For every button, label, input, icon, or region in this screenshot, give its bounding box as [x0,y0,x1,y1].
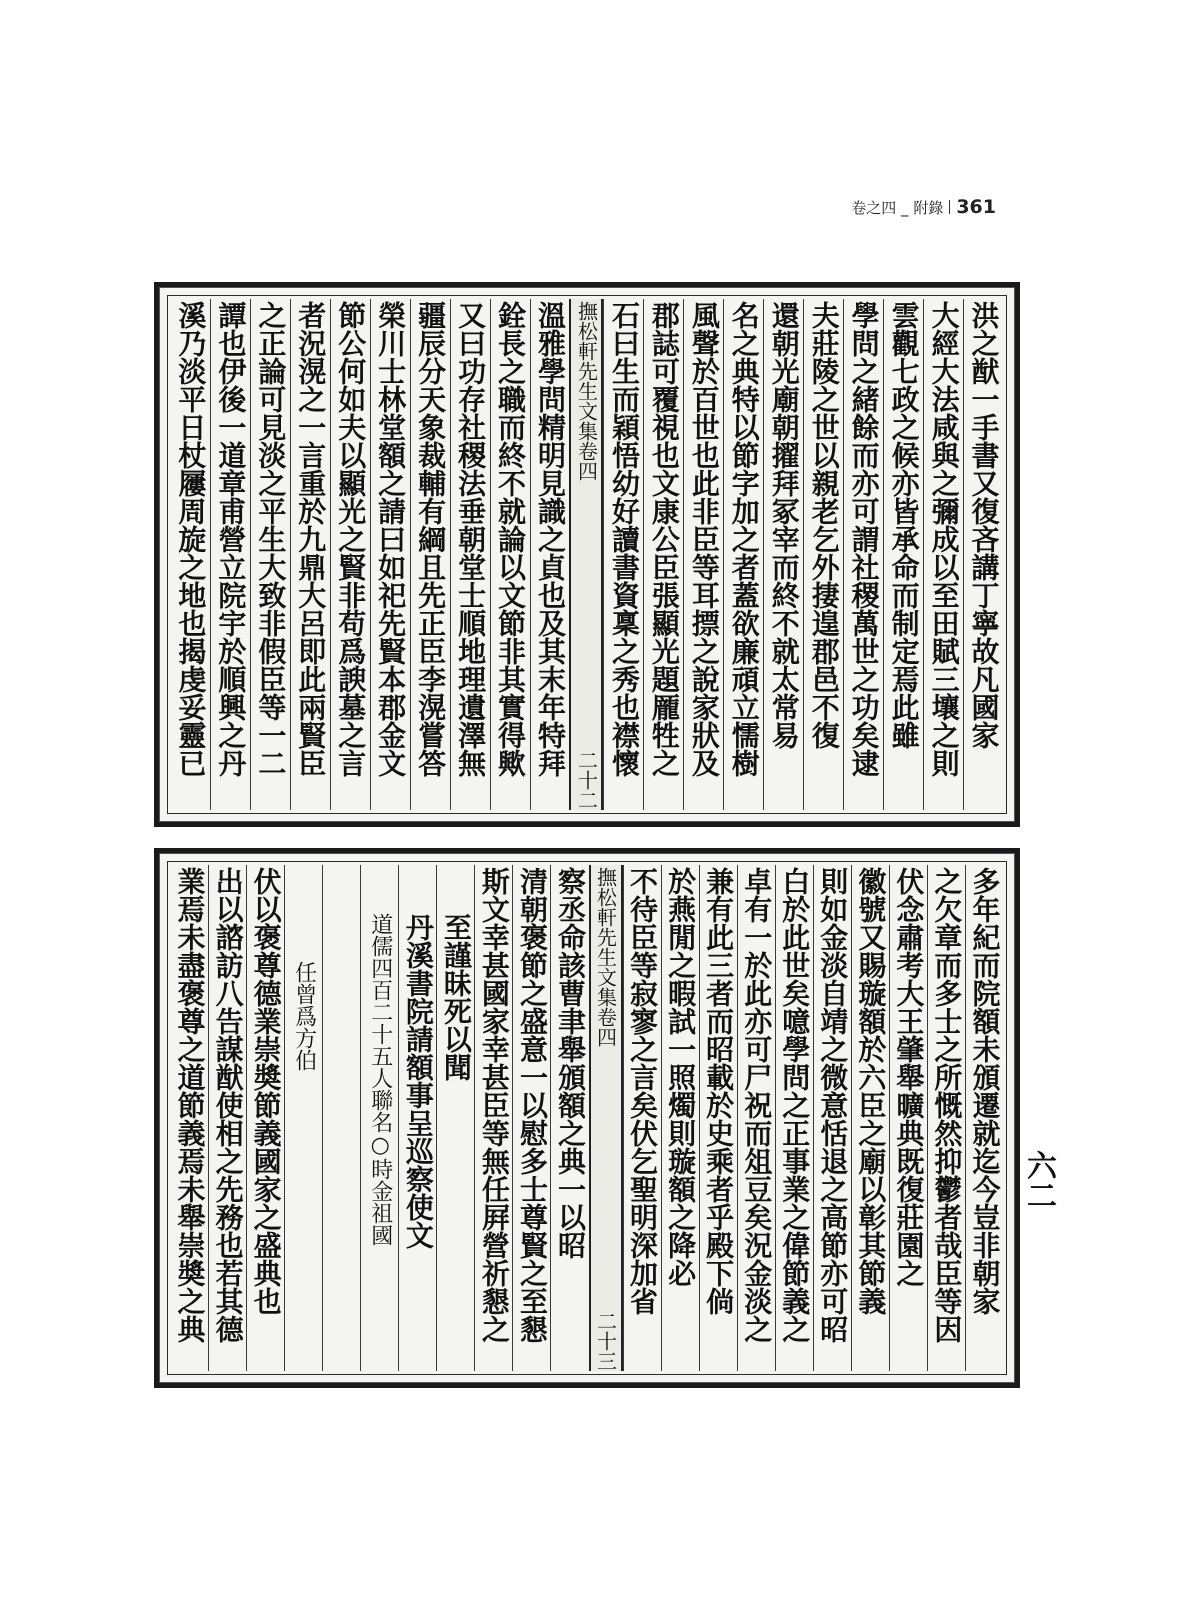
text-column: 者況滉之一言重於九鼎大呂即此兩賢臣 [290,299,330,810]
fold-center-column [589,865,623,1371]
text-column: 出以諮訪八告謀猷使相之先務也若其德 [208,865,246,1371]
running-head-divider [949,200,950,214]
text-column: 卓有一於此亦可尸祝而俎豆矣況金淡之 [737,865,775,1371]
text-column: 大經大法咸與之彌成以至田賦三壤之則 [923,299,963,810]
text-column: 之正論可見淡之平生大致非假臣等一二 [250,299,290,810]
text-column: 白於此世矣噫學問之正事業之偉節義之 [775,865,813,1371]
text-column: 節公何如夫以顯光之賢非苟爲諛墓之言 [330,299,370,810]
text-column: 譚也伊後一道章甫營立院宇於順興之丹 [210,299,250,810]
page-number: 361 [956,196,996,218]
text-column: 兼有此三者而昭載於史乘者乎殿下倘 [699,865,737,1371]
text-column: 清朝褒節之盛意一以慰多士尊賢之至懇 [512,865,550,1371]
text-column: 榮川士林堂額之請曰如祀先賢本郡金文 [370,299,410,810]
text-column: 學問之緒餘而亦可謂社稷萬世之功矣逮 [843,299,883,810]
text-column: 不待臣等寂寥之言矣伏乞聖明深加省 [623,865,661,1371]
text-column: 徽號又賜璇額於六臣之廟以彰其節義 [851,865,889,1371]
text-column: 風聲於百世也此非臣等耳摽之說家狀及 [683,299,723,810]
text-column: 察丞命該曹聿舉頒額之典一以昭 [550,865,588,1371]
text-column: 溫雅學問精明見識之貞也及其末年特拜 [530,299,570,810]
upper-text-columns [171,299,1003,810]
running-head-title: 卷之四 _ 附錄 [851,198,944,217]
lower-text-columns [171,865,1003,1371]
text-column: 多年紀而院額未頒遷就迄今豈非朝家 [965,865,1003,1371]
text-column: 郡誌可覆視也文康公臣張顯光題龎牲之 [643,299,683,810]
text-column: 伏以褒尊德業崇奬節義國家之盛典也 [246,865,284,1371]
text-column: 之欠章而多士之所慨然抑鬱者哉臣等因 [927,865,965,1371]
fold-leaf-number: 二十三 [593,1311,618,1371]
fold-title: 撫松軒先生文集卷四 [593,867,618,1047]
text-column: 洪之猷一手書又復吝講丁寧故凡國家 [963,299,1003,810]
text-column: 銓長之職而終不就論以文節非其實得歟 [490,299,530,810]
fold-title: 撫松軒先生文集卷四 [574,301,599,481]
text-column-document-title: 丹溪書院請額事呈巡察使文 [398,865,436,1371]
text-column: 雲觀七政之候亦皆承命而制定焉此雖 [883,299,923,810]
text-column: 又曰功存社稷法垂朝堂士順地理遺澤無 [450,299,490,810]
text-column: 名之典特以節字加之者蓋欲廉頑立懦樹 [723,299,763,810]
text-column: 則如金淡自靖之微意恬退之高節亦可昭 [813,865,851,1371]
text-column: 疆辰分天象裁輔有綱且先正臣李滉嘗答 [410,299,450,810]
text-column-blank [322,865,360,1371]
text-column: 斯文幸甚國家幸甚臣等無任屛營祈懇之 [474,865,512,1371]
text-column-annotation: 道儒四百二十五人聯名○時金祖國 [360,865,398,1371]
text-column: 於燕閒之暇試一照燭則璇額之降必 [661,865,699,1371]
text-column: 伏念肅考大王肇舉曠典既復莊園之 [889,865,927,1371]
text-column: 還朝光廟朝擢拜冢宰而終不就太常易 [763,299,803,810]
lower-woodblock-sheet [154,848,1020,1388]
text-column: 至謹昧死以聞 [436,865,474,1371]
text-column: 石曰生而穎悟幼好讀書資稟之秀也襟懷 [603,299,643,810]
fold-center-column [569,299,603,810]
text-column: 夫莊陵之世以親老乞外捿遑郡邑不復 [803,299,843,810]
side-page-mark: 六二 [1021,1150,1056,1210]
text-column-annotation: 任曾爲方伯 [284,865,322,1371]
running-head [851,196,996,218]
upper-woodblock-sheet [154,282,1020,827]
text-column: 溪乃淡平日杖屨周旋之地也揭虔妥靈已 [174,301,208,777]
fold-leaf-number: 二十二 [574,750,599,810]
text-column: 業焉未盡褒尊之道節義焉未舉崇奬之典 [173,867,207,1343]
